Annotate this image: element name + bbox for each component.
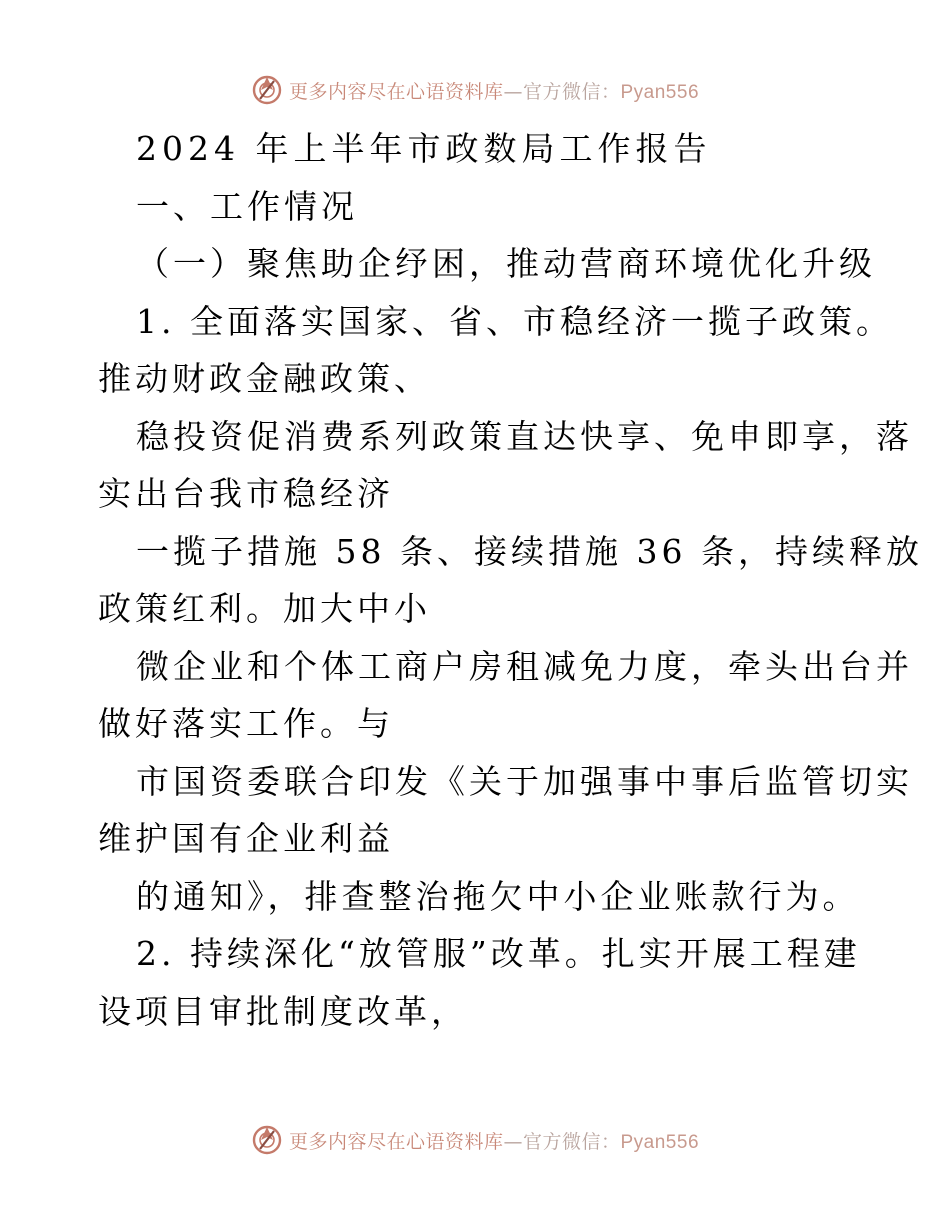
section-heading: 一、工作情况 — [136, 186, 358, 226]
paragraph-line: 设项目审批制度改革， — [98, 991, 468, 1031]
document-body — [98, 120, 923, 1040]
paragraph-line: 1. 全面落实国家、省、市稳经济一揽子政策。 — [136, 301, 893, 341]
paragraph-line: 维护国有企业利益 — [98, 819, 394, 858]
watermark-logo-icon — [251, 74, 283, 106]
paragraph-line: 政策红利。加大中小 — [98, 589, 431, 628]
watermark-logo-icon — [251, 1124, 283, 1156]
paragraph-line: 的通知》，排查整治拖欠中小企业账款行为。 — [136, 876, 860, 916]
paragraph-line: 稳投资促消费系列政策直达快享、免申即享，落 — [136, 416, 913, 456]
paragraph-line: 实出台我市稳经济 — [98, 474, 394, 513]
watermark-text: 更多内容尽在心语资料库—官方微信：Pyan556 — [288, 80, 700, 103]
watermark-footer — [0, 1120, 950, 1160]
watermark-header — [0, 70, 950, 110]
paragraph-line: 2. 持续深化“放管服”改革。扎实开展工程建 — [136, 934, 861, 973]
paragraph-line: 推动财政金融政策、 — [98, 359, 431, 398]
watermark-text: 更多内容尽在心语资料库—官方微信：Pyan556 — [288, 1130, 700, 1153]
paragraph-line: 做好落实工作。与 — [98, 704, 394, 743]
document-title: 2024 年上半年市政数局工作报告 — [136, 129, 712, 168]
subsection-heading: （一）聚焦助企纾困，推动营商环境优化升级 — [136, 244, 876, 283]
paragraph-line: 一揽子措施 58 条、接续措施 36 条，持续释放 — [136, 531, 923, 571]
paragraph-line: 市国资委联合印发《关于加强事中事后监管切实 — [136, 761, 913, 801]
paragraph-line: 微企业和个体工商户房租减免力度，牵头出台并 — [136, 646, 913, 686]
